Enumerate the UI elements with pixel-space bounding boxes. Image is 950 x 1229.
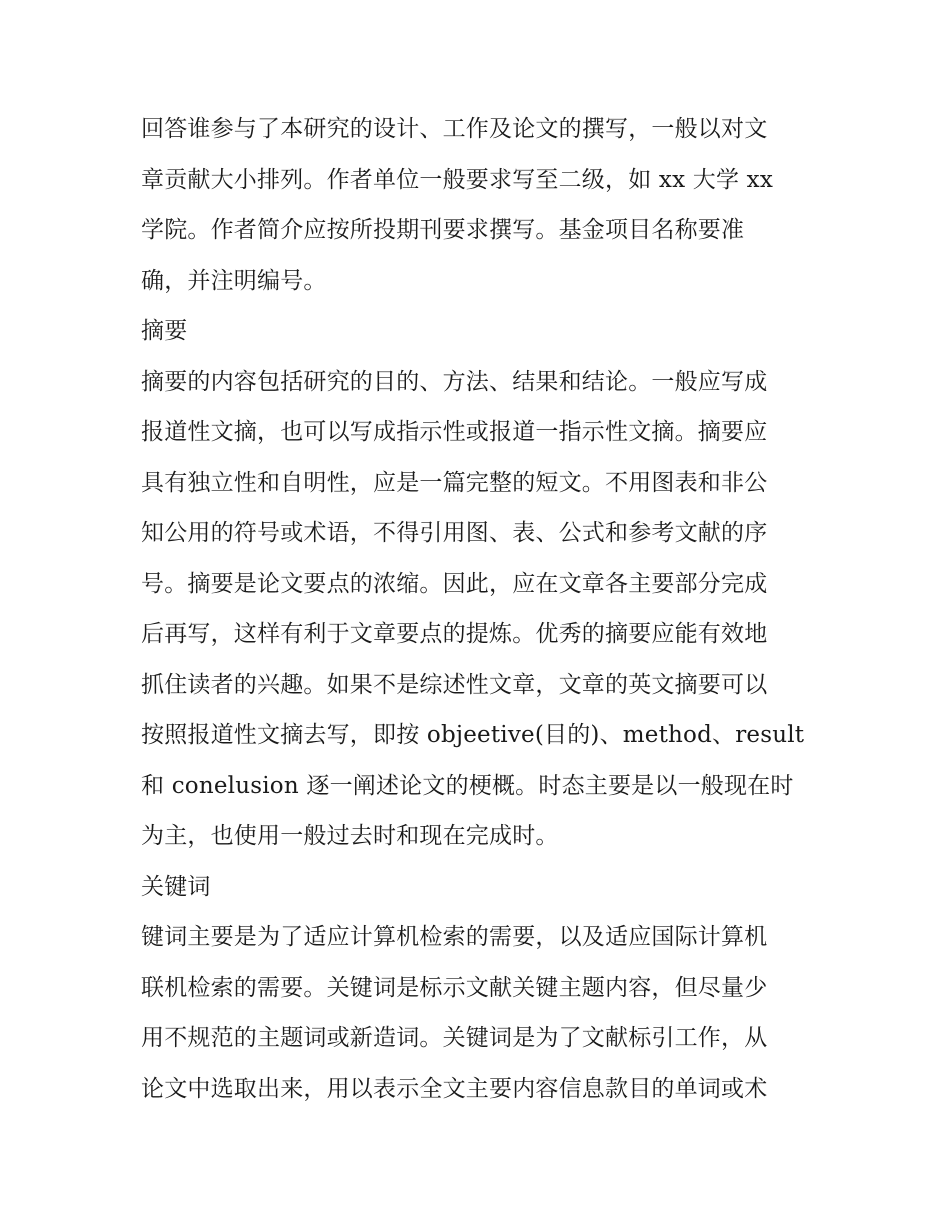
text-line: 知公用的符号或术语，不得引用图、表、公式和参考文献的序 [141,520,768,546]
abstract-paragraph [141,357,821,862]
text-line: 回答谁参与了本研究的设计、工作及论文的撰写，一般以对文 [141,116,768,142]
text-line: 确，并注明编号。 [141,267,327,294]
keywords-paragraph [141,912,821,1114]
text-line: 联机检索的需要。关键词是标示文献关键主题内容，但尽量少 [141,974,768,1001]
document-page [141,104,821,1114]
keywords-heading: 关键词 [141,873,211,900]
text-line: 学院。作者简介应按所投期刊要求撰写。基金项目名称要准 [141,217,745,243]
text-line: 为主，也使用一般过去时和现在完成时。 [141,823,559,849]
text-line: 抓住读者的兴趣。如果不是综述性文章，文章的英文摘要可以 [141,671,768,698]
text-line: 后再写，这样有利于文章要点的提炼。优秀的摘要应能有效地 [141,621,768,647]
text-line: 键词主要是为了适应计算机检索的需要，以及适应国际计算机 [141,924,768,950]
text-line: 论文中选取出来，用以表示全文主要内容信息款目的单词或术 [141,1075,768,1102]
intro-paragraph [141,104,821,306]
text-line: 用不规范的主题词或新造词。关键词是为了文献标引工作，从 [141,1025,768,1051]
text-line: 报道性文摘，也可以写成指示性或报道一指示性文摘。摘要应 [141,419,768,445]
text-line: 按照报道性文摘去写，即按 objeetive(目的)、method、result [141,722,805,748]
text-line: 具有独立性和自明性，应是一篇完整的短文。不用图表和非公 [141,469,768,496]
text-line: 号。摘要是论文要点的浓缩。因此，应在文章各主要部分完成 [141,570,768,597]
abstract-heading: 摘要 [141,318,188,344]
text-line: 和 conelusion 逐一阐述论文的梗概。时态主要是以一般现在时 [141,772,794,799]
text-line: 摘要的内容包括研究的目的、方法、结果和结论。一般应写成 [141,368,768,395]
text-line: 章贡献大小排列。作者单位一般要求写至二级，如 xx 大学 xx [141,166,774,193]
